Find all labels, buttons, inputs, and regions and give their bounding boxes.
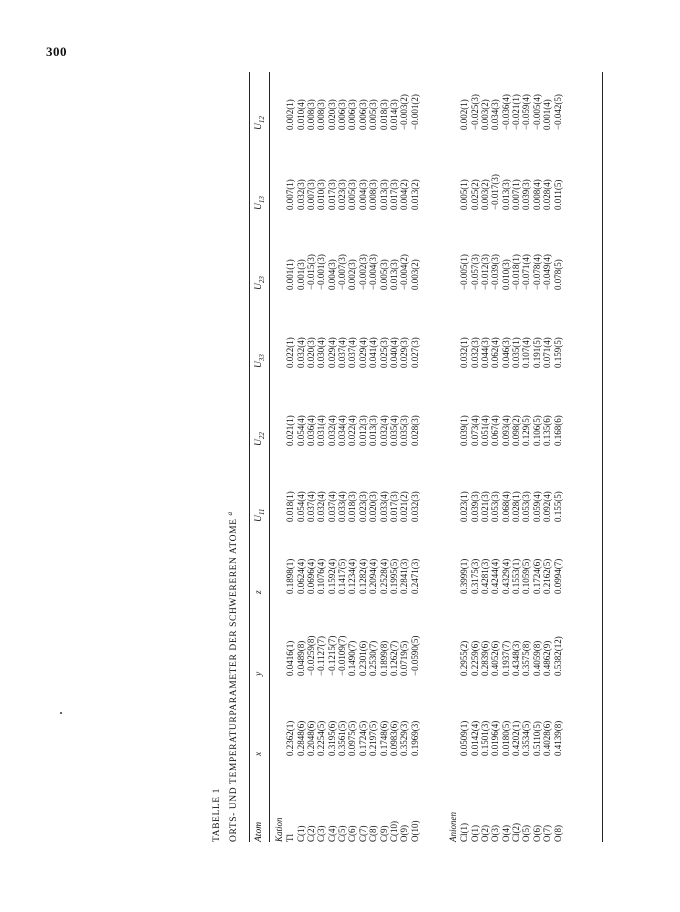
cell-atom: O(6) xyxy=(531,825,542,842)
cell-z: 0.2094(4) xyxy=(368,558,379,594)
cell-u13: 0.005(1) xyxy=(459,179,470,210)
cell-x: 0.0180(5) xyxy=(500,720,511,756)
cell-u12: 0.003(2) xyxy=(480,99,491,130)
cell-u13: 0.005(3) xyxy=(347,179,358,210)
cell-u11: 0.092(4) xyxy=(542,491,553,522)
header-u22-base: U xyxy=(254,439,264,446)
cell-atom: C(10) xyxy=(388,821,399,842)
cell-u33: 0.035(1) xyxy=(511,337,522,368)
cell-y: 0.3575(8) xyxy=(521,640,532,676)
cell-u23: 0.010(3) xyxy=(500,259,511,290)
cell-u23: 0.003(2) xyxy=(409,259,420,290)
cell-x: 0.0509(1) xyxy=(459,720,470,756)
cell-z: 0.1592(4) xyxy=(326,558,337,594)
cell-u23: −0.039(3) xyxy=(490,254,501,290)
cell-atom: O(1) xyxy=(469,825,480,842)
cell-atom: C(7) xyxy=(357,825,368,842)
cell-x: 0.0983(6) xyxy=(388,720,399,756)
cell-u13: 0.004(3) xyxy=(357,179,368,210)
cell-z: 0.1076(4) xyxy=(316,558,327,594)
header-u33 xyxy=(254,354,266,368)
cell-atom: O(9) xyxy=(399,825,410,842)
cell-x: 0.3529(3) xyxy=(399,720,410,756)
cell-u23: −0.015(3) xyxy=(306,254,317,290)
cell-z: 0.2528(4) xyxy=(378,558,389,594)
cell-atom: O(2) xyxy=(480,825,491,842)
cell-u33: 0.037(4) xyxy=(347,337,358,368)
cell-atom: Tl xyxy=(285,834,296,842)
cell-atom: O(7) xyxy=(542,825,553,842)
cell-u13: 0.013(3) xyxy=(500,179,511,210)
cell-u22: 0.013(3) xyxy=(368,415,379,446)
cell-atom: C(6) xyxy=(347,825,358,842)
cell-y: 0.2839(6) xyxy=(480,640,491,676)
cell-y: 0.2259(6) xyxy=(469,640,480,676)
cell-atom: O(3) xyxy=(490,825,501,842)
cell-z: 0.1724(6) xyxy=(531,558,542,594)
cell-x: 0.2254(5) xyxy=(316,720,327,756)
cell-u33: 0.032(4) xyxy=(295,337,306,368)
cell-u11: 0.028(1) xyxy=(511,491,522,522)
cell-x: 0.2048(6) xyxy=(306,720,317,756)
cell-u23: −0.012(3) xyxy=(480,254,491,290)
cell-atom: C(9) xyxy=(378,825,389,842)
cell-y: −0.0590(5) xyxy=(409,635,420,676)
cell-u12: −0.036(4) xyxy=(500,94,511,130)
cell-atom: C(5) xyxy=(337,825,348,842)
cell-u11: 0.021(2) xyxy=(399,491,410,522)
table-top-rule xyxy=(249,72,250,842)
cell-u22: 0.073(4) xyxy=(469,415,480,446)
cell-u33: 0.107(4) xyxy=(521,337,532,368)
cell-u22: 0.034(4) xyxy=(337,415,348,446)
cell-u33: 0.032(3) xyxy=(469,337,480,368)
cell-u11: 0.032(3) xyxy=(409,491,420,522)
rotated-table-block xyxy=(212,72,612,842)
header-u13-base: U xyxy=(254,203,264,210)
cell-u23: −0.002(3) xyxy=(357,254,368,290)
cell-y: 0.4059(8) xyxy=(531,640,542,676)
cell-u22: 0.028(3) xyxy=(409,415,420,446)
cell-x: 0.4139(8) xyxy=(552,720,563,756)
header-u22 xyxy=(254,432,266,446)
cell-atom: C(1) xyxy=(295,825,306,842)
cell-u22: 0.054(4) xyxy=(295,415,306,446)
cell-u11: 0.017(3) xyxy=(388,491,399,522)
table-header-rule xyxy=(269,72,270,842)
group-label: Anionen xyxy=(448,812,458,842)
cell-y: 0.2530(7) xyxy=(368,640,379,676)
cell-u11: 0.018(3) xyxy=(347,491,358,522)
cell-x: 0.4028(6) xyxy=(542,720,553,756)
cell-u22: 0.032(4) xyxy=(378,415,389,446)
cell-u11: 0.023(3) xyxy=(357,491,368,522)
cell-u23: −0.078(4) xyxy=(531,254,542,290)
cell-u22: 0.093(4) xyxy=(500,415,511,446)
cell-u33: 0.040(4) xyxy=(388,337,399,368)
cell-y: 0.1937(7) xyxy=(500,640,511,676)
header-u23-sub: 23 xyxy=(257,276,266,284)
header-x: x xyxy=(254,751,264,756)
cell-u13: 0.004(2) xyxy=(399,179,410,210)
cell-y: −0.1215(7) xyxy=(326,635,337,676)
cell-u22: 0.135(6) xyxy=(542,415,553,446)
page-number: 300 xyxy=(46,44,67,59)
cell-u22: 0.098(2) xyxy=(511,415,522,446)
table-title-footnote: a xyxy=(226,511,234,516)
cell-u12: 0.018(3) xyxy=(378,99,389,130)
cell-u33: 0.062(4) xyxy=(490,337,501,368)
header-u11-base: U xyxy=(254,515,264,522)
cell-z: 0.4281(3) xyxy=(480,558,491,594)
cell-u22: 0.051(4) xyxy=(480,415,491,446)
cell-u11: 0.021(3) xyxy=(480,491,491,522)
cell-u22: 0.031(4) xyxy=(316,415,327,446)
cell-y: 0.1490(7) xyxy=(347,640,358,676)
cell-x: 0.1501(3) xyxy=(480,720,491,756)
cell-u13: 0.008(3) xyxy=(368,179,379,210)
header-u13-sub: 13 xyxy=(257,196,266,204)
cell-z: 0.1553(1) xyxy=(511,558,522,594)
cell-x: 0.2848(6) xyxy=(295,720,306,756)
header-u33-sub: 33 xyxy=(257,354,266,362)
cell-x: 0.0196(4) xyxy=(490,720,501,756)
cell-z: 0.2841(3) xyxy=(399,558,410,594)
header-atom: Atom xyxy=(254,821,264,842)
table-bottom-rule xyxy=(602,72,603,842)
cell-x: 0.1748(6) xyxy=(378,720,389,756)
cell-atom: O(10) xyxy=(409,820,420,842)
cell-u33: 0.027(3) xyxy=(409,337,420,368)
cell-x: 0.0975(5) xyxy=(347,720,358,756)
header-u22-sub: 22 xyxy=(257,432,266,440)
cell-u23: 0.004(3) xyxy=(326,259,337,290)
cell-u12: 0.001(4) xyxy=(542,99,553,130)
cell-u22: 0.129(5) xyxy=(521,415,532,446)
header-u12 xyxy=(254,116,266,130)
cell-y: 0.0489(8) xyxy=(295,640,306,676)
cell-z: 0.1234(4) xyxy=(347,558,358,594)
cell-u12: 0.010(4) xyxy=(295,99,306,130)
cell-u23: −0.004(3) xyxy=(368,254,379,290)
cell-u33: 0.037(4) xyxy=(337,337,348,368)
cell-u12: 0.006(3) xyxy=(357,99,368,130)
cell-u12: −0.001(2) xyxy=(409,94,420,130)
header-u11-sub: 11 xyxy=(257,508,266,516)
group-label: Kation xyxy=(274,817,284,842)
cell-z: 0.3175(3) xyxy=(469,558,480,594)
cell-u11: 0.053(3) xyxy=(521,491,532,522)
cell-u12: 0.002(1) xyxy=(285,99,296,130)
cell-z: 0.0994(7) xyxy=(552,558,563,594)
cell-z: 0.0696(4) xyxy=(306,558,317,594)
cell-u33: 0.041(4) xyxy=(368,337,379,368)
cell-u22: 0.035(4) xyxy=(388,415,399,446)
cell-u13: 0.007(3) xyxy=(306,179,317,210)
cell-atom: O(8) xyxy=(552,825,563,842)
cell-u23: 0.005(3) xyxy=(378,259,389,290)
cell-u23: 0.001(3) xyxy=(295,259,306,290)
cell-u12: −0.003(2) xyxy=(399,94,410,130)
cell-y: 0.4862(9) xyxy=(542,640,553,676)
cell-u23: −0.049(4) xyxy=(542,254,553,290)
cell-u22: 0.035(3) xyxy=(399,415,410,446)
cell-u11: 0.155(5) xyxy=(552,491,563,522)
cell-u11: 0.023(1) xyxy=(459,491,470,522)
cell-u22: 0.032(4) xyxy=(326,415,337,446)
cell-u22: 0.106(5) xyxy=(531,415,542,446)
cell-u33: 0.071(4) xyxy=(542,337,553,368)
cell-u13: 0.032(3) xyxy=(295,179,306,210)
header-u12-base: U xyxy=(254,123,264,130)
cell-x: 0.1724(5) xyxy=(357,720,368,756)
cell-u13: 0.013(2) xyxy=(409,179,420,210)
cell-z: 0.4244(4) xyxy=(490,558,501,594)
cell-u13: 0.025(2) xyxy=(469,179,480,210)
header-u23 xyxy=(254,276,266,290)
cell-y: 0.1262(7) xyxy=(388,640,399,676)
cell-u12: 0.002(1) xyxy=(459,99,470,130)
cell-z: 0.4329(4) xyxy=(500,558,511,594)
cell-u33: 0.046(3) xyxy=(500,337,511,368)
cell-u13: 0.010(3) xyxy=(316,179,327,210)
cell-u23: 0.013(3) xyxy=(388,259,399,290)
cell-u12: 0.008(3) xyxy=(316,99,327,130)
cell-u12: −0.021(1) xyxy=(511,94,522,130)
header-u12-sub: 12 xyxy=(257,116,266,124)
cell-u11: 0.037(4) xyxy=(326,491,337,522)
cell-z: 0.2471(3) xyxy=(409,558,420,594)
cell-y: 0.2955(2) xyxy=(459,640,470,676)
cell-u23: 0.001(1) xyxy=(285,259,296,290)
cell-u13: 0.017(3) xyxy=(326,179,337,210)
cell-u12: −0.025(3) xyxy=(469,94,480,130)
cell-u33: 0.159(5) xyxy=(552,337,563,368)
cell-u13: 0.013(3) xyxy=(378,179,389,210)
cell-u11: 0.018(1) xyxy=(285,491,296,522)
cell-u13: 0.039(3) xyxy=(521,179,532,210)
cell-z: 0.1995(5) xyxy=(388,558,399,594)
cell-u11: 0.054(4) xyxy=(295,491,306,522)
header-z: z xyxy=(254,590,264,594)
header-u33-base: U xyxy=(254,361,264,368)
cell-u11: 0.033(4) xyxy=(337,491,348,522)
cell-u23: −0.071(4) xyxy=(521,254,532,290)
cell-x: 0.1969(3) xyxy=(409,720,420,756)
cell-u13: 0.028(4) xyxy=(542,179,553,210)
cell-u13: −0.017(3) xyxy=(490,174,501,210)
cell-y: −0.0259(8) xyxy=(306,635,317,676)
cell-u33: 0.032(1) xyxy=(459,337,470,368)
cell-u12: 0.005(3) xyxy=(368,99,379,130)
cell-u13: 0.008(4) xyxy=(531,179,542,210)
cell-u12: −0.059(4) xyxy=(521,94,532,130)
cell-u12: 0.034(3) xyxy=(490,99,501,130)
header-y: y xyxy=(254,671,264,676)
cell-u22: 0.021(1) xyxy=(285,415,296,446)
cell-z: 0.1417(5) xyxy=(337,558,348,594)
cell-u13: 0.023(3) xyxy=(337,179,348,210)
cell-u33: 0.191(5) xyxy=(531,337,542,368)
cell-u22: 0.168(6) xyxy=(552,415,563,446)
cell-u11: 0.037(4) xyxy=(306,491,317,522)
cell-u33: 0.029(3) xyxy=(399,337,410,368)
cell-x: 0.3195(6) xyxy=(326,720,337,756)
cell-u11: 0.068(4) xyxy=(500,491,511,522)
cell-u12: 0.006(3) xyxy=(337,99,348,130)
cell-z: 0.1059(5) xyxy=(521,558,532,594)
cell-y: 0.5382(12) xyxy=(552,636,563,676)
cell-atom: Cl(1) xyxy=(459,823,470,842)
cell-u11: 0.032(4) xyxy=(316,491,327,522)
cell-u11: 0.059(4) xyxy=(531,491,542,522)
cell-u23: 0.078(5) xyxy=(552,259,563,290)
cell-z: 0.1282(4) xyxy=(357,558,368,594)
cell-atom: C(4) xyxy=(326,825,337,842)
cell-u12: 0.020(3) xyxy=(326,99,337,130)
cell-y: 0.2301(6) xyxy=(357,640,368,676)
cell-z: 0.3999(1) xyxy=(459,558,470,594)
cell-u23: −0.004(2) xyxy=(399,254,410,290)
cell-u33: 0.020(3) xyxy=(306,337,317,368)
cell-u33: 0.025(3) xyxy=(378,337,389,368)
cell-y: 0.4348(3) xyxy=(511,640,522,676)
cell-y: −0.1127(7) xyxy=(316,636,327,676)
cell-y: 0.0719(5) xyxy=(399,640,410,676)
cell-u12: 0.014(3) xyxy=(388,99,399,130)
cell-u12: 0.006(3) xyxy=(347,99,358,130)
cell-u22: 0.067(4) xyxy=(490,415,501,446)
cell-x: 0.0142(4) xyxy=(469,720,480,756)
table-title xyxy=(226,511,239,842)
cell-u11: 0.020(3) xyxy=(368,491,379,522)
cell-atom: Cl(2) xyxy=(511,823,522,842)
cell-x: 0.2197(5) xyxy=(368,720,379,756)
cell-u33: 0.029(4) xyxy=(326,337,337,368)
header-u13 xyxy=(254,196,266,210)
cell-u22: 0.022(4) xyxy=(347,415,358,446)
cell-u23: −0.057(3) xyxy=(469,254,480,290)
cell-u33: 0.022(1) xyxy=(285,337,296,368)
scan-speck xyxy=(60,712,62,714)
cell-u11: 0.039(3) xyxy=(469,491,480,522)
cell-x: 0.4202(1) xyxy=(511,720,522,756)
cell-x: 0.3534(5) xyxy=(521,720,532,756)
cell-z: 0.2162(5) xyxy=(542,558,553,594)
cell-u12: −0.042(5) xyxy=(552,94,563,130)
table-title-text: ORTS- UND TEMPERATURPARAMETER DER SCHWEREREN ATOME xyxy=(229,518,240,842)
cell-u13: 0.003(2) xyxy=(480,179,491,210)
cell-u23: −0.005(1) xyxy=(459,254,470,290)
cell-u23: −0.018(1) xyxy=(511,254,522,290)
cell-atom: C(2) xyxy=(306,825,317,842)
cell-z: 0.1898(1) xyxy=(285,558,296,594)
cell-u13: 0.017(3) xyxy=(388,179,399,210)
cell-u13: 0.011(5) xyxy=(552,179,563,210)
cell-u33: 0.044(3) xyxy=(480,337,491,368)
cell-atom: O(4) xyxy=(500,825,511,842)
cell-u23: −0.001(3) xyxy=(316,254,327,290)
cell-x: 0.5110(5) xyxy=(531,721,542,756)
cell-u11: 0.053(3) xyxy=(490,491,501,522)
cell-u23: 0.002(3) xyxy=(347,259,358,290)
cell-atom: C(8) xyxy=(368,825,379,842)
header-u23-base: U xyxy=(254,283,264,290)
cell-z: 0.0624(4) xyxy=(295,558,306,594)
header-u11 xyxy=(254,509,266,522)
cell-y: 0.1899(8) xyxy=(378,640,389,676)
cell-u11: 0.033(4) xyxy=(378,491,389,522)
cell-u33: 0.030(4) xyxy=(316,337,327,368)
cell-u12: −0.005(4) xyxy=(531,94,542,130)
cell-u12: 0.008(3) xyxy=(306,99,317,130)
cell-y: −0.0109(7) xyxy=(337,635,348,676)
cell-atom: O(5) xyxy=(521,825,532,842)
cell-atom: C(3) xyxy=(316,825,327,842)
cell-u22: 0.012(3) xyxy=(357,415,368,446)
cell-u13: 0.007(1) xyxy=(511,179,522,210)
cell-u22: 0.039(1) xyxy=(459,415,470,446)
cell-x: 0.2362(1) xyxy=(285,720,296,756)
cell-u33: 0.029(4) xyxy=(357,337,368,368)
cell-u13: 0.007(1) xyxy=(285,179,296,210)
cell-y: 0.4052(6) xyxy=(490,640,501,676)
cell-u22: 0.036(4) xyxy=(306,415,317,446)
cell-u23: −0.007(3) xyxy=(337,254,348,290)
cell-x: 0.3561(5) xyxy=(337,720,348,756)
table-label: TABELLE 1 xyxy=(212,788,222,842)
cell-y: 0.0416(1) xyxy=(285,640,296,676)
